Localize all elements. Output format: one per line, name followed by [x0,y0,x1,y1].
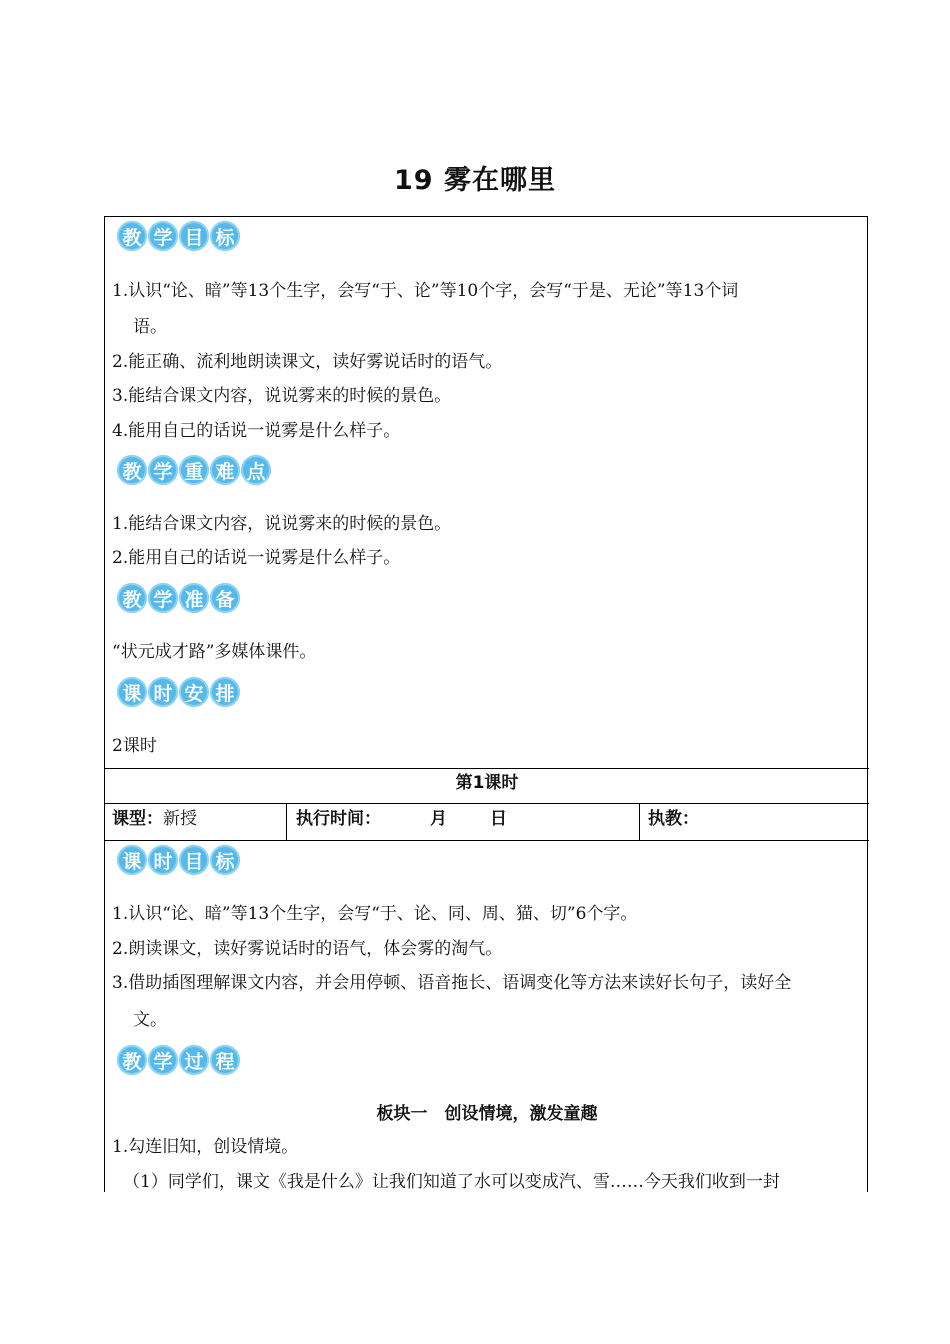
schedule-text: 2课时 [112,736,157,756]
badge-char: 目 [179,845,209,875]
process-step: 1.勾连旧知，创设情境。 [112,1137,299,1157]
lesson-type [112,808,197,830]
section-badge-schedule [117,677,240,707]
execution-time-label: 执行时间： [296,809,381,829]
goal-line: 1.认识“论、暗”等13个生字，会写“于、论”等10个字，会写“于是、无论”等13个词 [112,281,739,301]
badge-char: 标 [210,845,240,875]
table-divider [639,803,640,840]
badge-char: 学 [148,1045,178,1075]
section-badge-preparation [117,583,240,613]
badge-char: 程 [210,1045,240,1075]
lesson-type-label: 课型： [112,809,163,829]
table-divider [286,803,287,840]
table-divider [105,840,869,841]
lesson-goal-line: 2.朗读课文，读好雾说话时的语气，体会雾的淘气。 [112,939,503,959]
teacher-label: 执教： [648,809,699,829]
badge-char: 目 [179,221,209,251]
preparation-text: “状元成才路”多媒体课件。 [112,642,317,662]
section-badge-teaching-goals [117,221,240,251]
badge-char: 点 [241,455,271,485]
section-badge-lesson-goals [117,845,240,875]
goal-line: 4.能用自己的话说一说雾是什么样子。 [112,421,401,441]
badge-char: 重 [179,455,209,485]
badge-char: 过 [179,1045,209,1075]
lesson-plan-table [104,216,868,1192]
goal-line: 语。 [133,317,167,337]
badge-char: 时 [148,677,178,707]
keypoint-line: 1.能结合课文内容，说说雾来的时候的景色。 [112,514,452,534]
lesson-goal-line: 3.借助插图理解课文内容，并会用停顿、语音拖长、语调变化等方法来读好长句子，读好全 [112,973,792,993]
badge-char: 安 [179,677,209,707]
badge-char: 教 [117,221,147,251]
badge-char: 备 [210,583,240,613]
badge-char: 学 [148,583,178,613]
table-divider [105,803,869,804]
badge-char: 课 [117,677,147,707]
lesson-type-value: 新授 [163,809,197,829]
badge-char: 课 [117,845,147,875]
badge-char: 教 [117,583,147,613]
goal-line: 2.能正确、流利地朗读课文，读好雾说话时的语气。 [112,352,503,372]
badge-char: 教 [117,1045,147,1075]
badge-char: 学 [148,221,178,251]
month-label: 月 [430,809,447,829]
section-badge-key-points [117,455,271,485]
goal-line: 3.能结合课文内容，说说雾来的时候的景色。 [112,386,452,406]
badge-char: 时 [148,845,178,875]
keypoint-line: 2.能用自己的话说一说雾是什么样子。 [112,548,401,568]
badge-char: 准 [179,583,209,613]
badge-char: 标 [210,221,240,251]
block-title: 板块一 创设情境，激发童趣 [376,1104,598,1124]
lesson-goal-line: 文。 [133,1010,167,1030]
page-title: 19 雾在哪里 [394,165,556,196]
process-substep: （1）同学们，课文《我是什么》让我们知道了水可以变成汽、雪……今天我们收到一封 [123,1172,780,1192]
badge-char: 学 [148,455,178,485]
table-divider [105,768,869,769]
day-label: 日 [490,809,507,829]
lesson-goal-line: 1.认识“论、暗”等13个生字，会写“于、论、同、周、猫、切”6个字。 [112,904,638,924]
lesson-heading: 第1课时 [455,773,519,793]
badge-char: 排 [210,677,240,707]
section-badge-process [117,1045,240,1075]
badge-char: 难 [210,455,240,485]
badge-char: 教 [117,455,147,485]
